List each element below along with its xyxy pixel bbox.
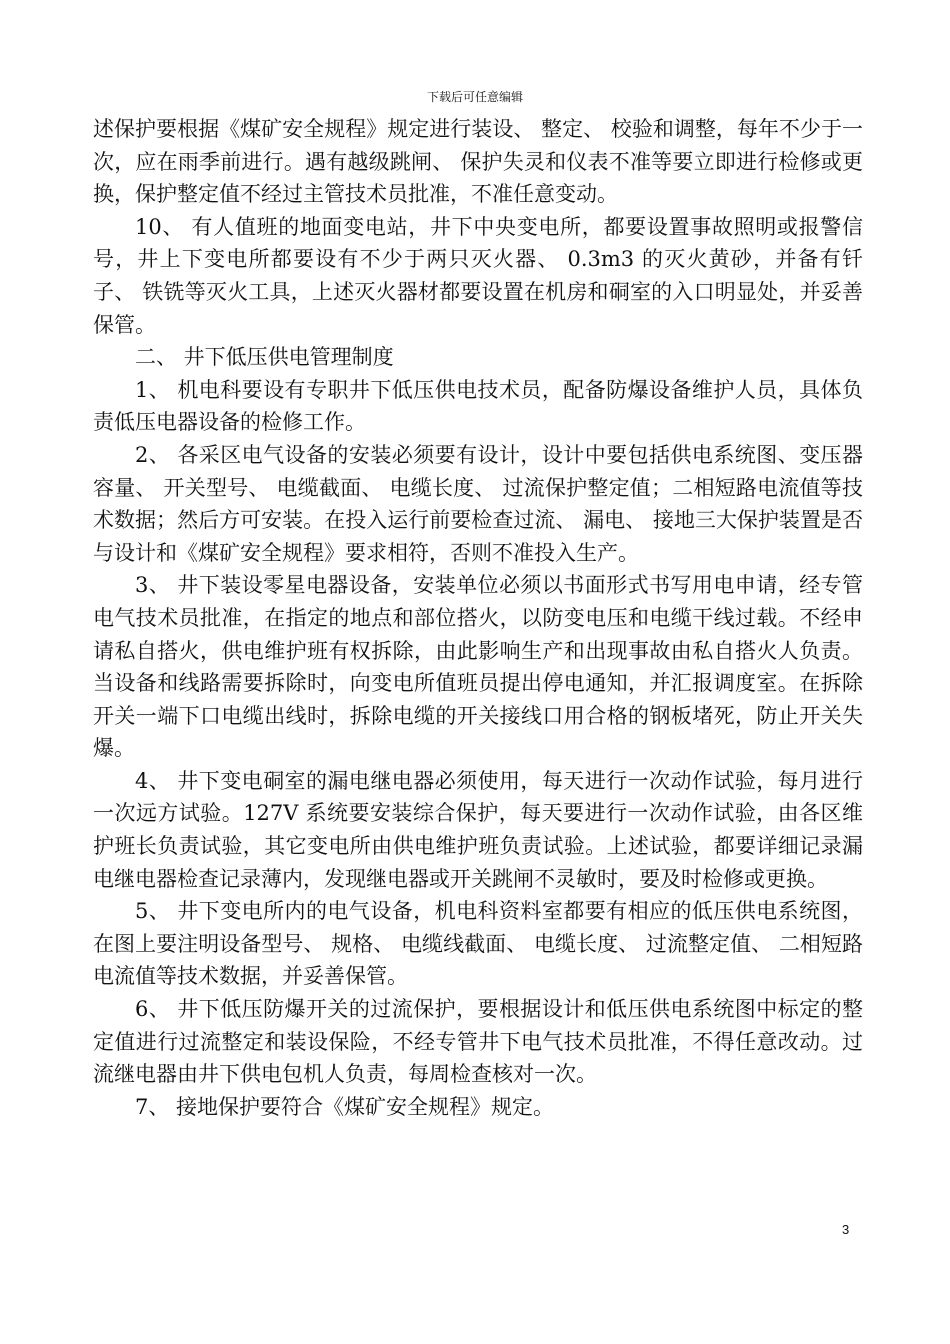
page-number: 3 [842,1222,850,1237]
page-header: 下载后可任意编辑 [426,90,523,104]
paragraph: 5、 井下变电所内的电气设备，机电科资料室都要有相应的低压供电系统图，在图上要注明设备型号、 规格、 电缆线截面、 电缆长度、 过流整定值、 二相短路电流值等技术数据，并妥善保管。 [93,899,863,989]
paragraph: 7、 接地保护要符合《煤矿安全规程》规定。 [135,1094,555,1119]
document-body [93,113,863,1123]
section-heading: 二、 井下低压供电管理制度 [135,345,394,370]
paragraph: 4、 井下变电硐室的漏电继电器必须使用，每天进行一次动作试验，每月进行一次远方试验。127V 系统要安装综合保护，每天要进行一次动作试验，由各区维护班长负责试验，其它变电所由供电维护班负责试验。上述试验，都要详细记录漏电继电器检查记录薄内，发现继电器或开关跳闸不灵敏时，要及时检修或更换。 [93,768,863,891]
paragraph: 2、 各采区电气设备的安装必须要有设计，设计中要包括供电系统图、变压器容量、 开关型号、 电缆截面、 电缆长度、 过流保护整定值；二相短路电流值等技术数据；然后方可安装。在投入运行前要检查过流、 漏电、 接地三大保护装置是否与设计和《煤矿安全规程》要求相符，否则不准投入生产。 [93,442,863,565]
paragraph: 述保护要根据《煤矿安全规程》规定进行装设、 整定、 校验和调整，每年不少于一次，应在雨季前进行。遇有越级跳闸、 保护失灵和仪表不准等要立即进行检修或更换，保护整定值不经过主管技术员批准，不准任意变动。 [93,117,863,207]
paragraph: 3、 井下装设零星电器设备，安装单位必须以书面形式书写用电申请，经专管电气技术员批准，在指定的地点和部位搭火，以防变电压和电缆干线过载。不经申请私自搭火，供电维护班有权拆除，由此影响生产和出现事故由私自搭火人负责。当设备和线路需要拆除时，向变电所值班员提出停电通知，并汇报调度室。在拆除开关一端下口电缆出线时，拆除电缆的开关接线口用合格的钢板堵死，防止开关失爆。 [93,573,863,761]
paragraph: 1、 机电科要设有专职井下低压供电技术员，配备防爆设备维护人员，具体负责低压电器设备的检修工作。 [93,377,863,435]
paragraph: 10、 有人值班的地面变电站，井下中央变电所，都要设置事故照明或报警信号，井上下变电所都要设有不少于两只灭火器、 0.3m3 的灭火黄砂，并备有钎子、 铁铣等灭火工具，上述灭火器材都要设置在机房和硐室的入口明显处，并妥善保管。 [93,214,863,337]
paragraph: 6、 井下低压防爆开关的过流保护，要根据设计和低压供电系统图中标定的整定值进行过流整定和装设保险，不经专管井下电气技术员批准，不得任意改动。过流继电器由井下供电包机人负责，每周检查核对一次。 [93,997,863,1087]
